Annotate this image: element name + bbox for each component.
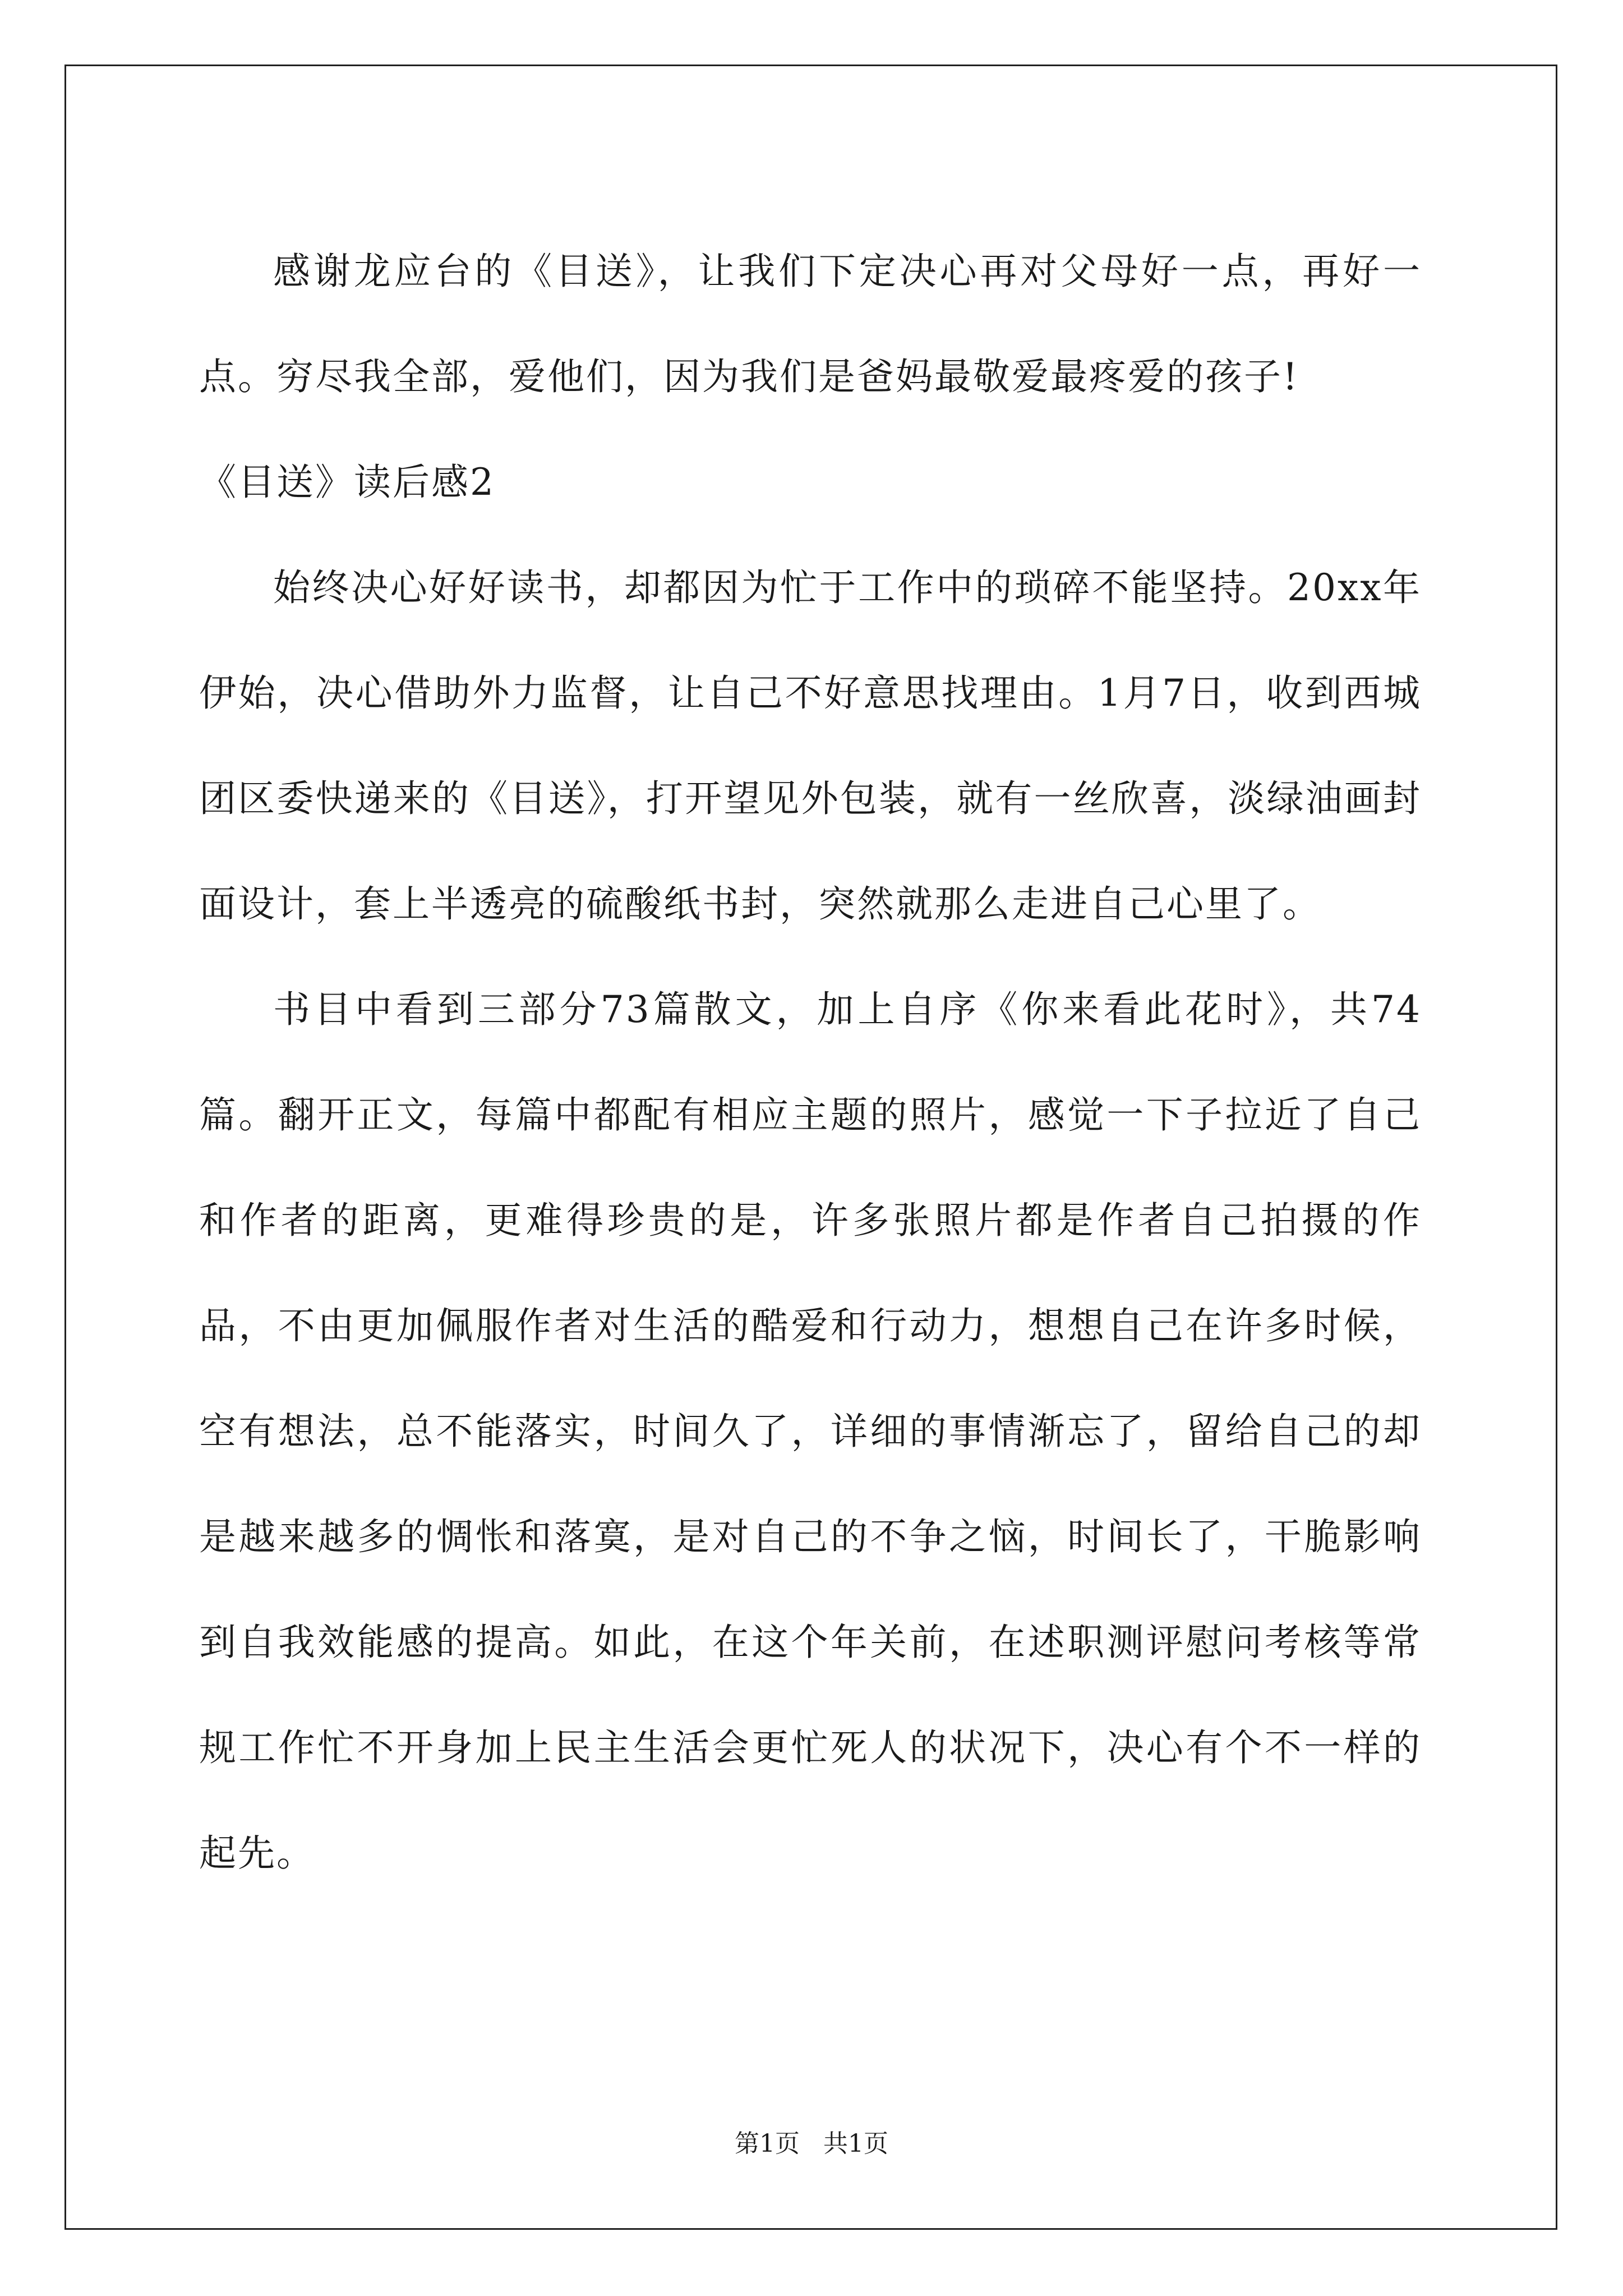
- page-number-current: 第1页: [735, 2129, 800, 2158]
- page-footer: [0, 2127, 1623, 2161]
- paragraph-body-2: 书目中看到三部分73篇散文，加上自序《你来看此花时》，共74篇。翻开正文，每篇中都配有相应主题的照片，感觉一下子拉近了自己和作者的距离，更难得珍贵的是，许多张照片都是作者自己拍摄的作品，不由更加佩服作者对生活的酷爱和行动力，想想自己在许多时候，空有想法，总不能落实，时间久了，详细的事情渐忘了，留给自己的却是越来越多的惆怅和落寞，是对自己的不争之恼，时间长了，干脆影响到自我效能感的提高。如此，在这个年关前，在述职测评慰问考核等常规工作忙不开身加上民主生活会更忙死人的状况下，决心有个不一样的起先。: [199, 988, 1422, 1875]
- paragraph-body-1: 始终决心好好读书，却都因为忙于工作中的琐碎不能坚持。20xx年伊始，决心借助外力监督，让自己不好意思找理由。1月7日，收到西城团区委快递来的《目送》，打开望见外包装，就有一丝欣喜，淡绿油画封面设计，套上半透亮的硫酸纸书封，突然就那么走进自己心里了。: [199, 566, 1422, 926]
- page-number-total: 共1页: [823, 2129, 888, 2158]
- section-heading: 《目送》读后感2: [199, 461, 495, 504]
- document-body: [199, 219, 1422, 1906]
- paragraph-intro: 感谢龙应台的《目送》，让我们下定决心再对父母好一点，再好一点。穷尽我全部，爱他们，因为我们是爸妈最敬爱最疼爱的孩子!: [199, 250, 1422, 398]
